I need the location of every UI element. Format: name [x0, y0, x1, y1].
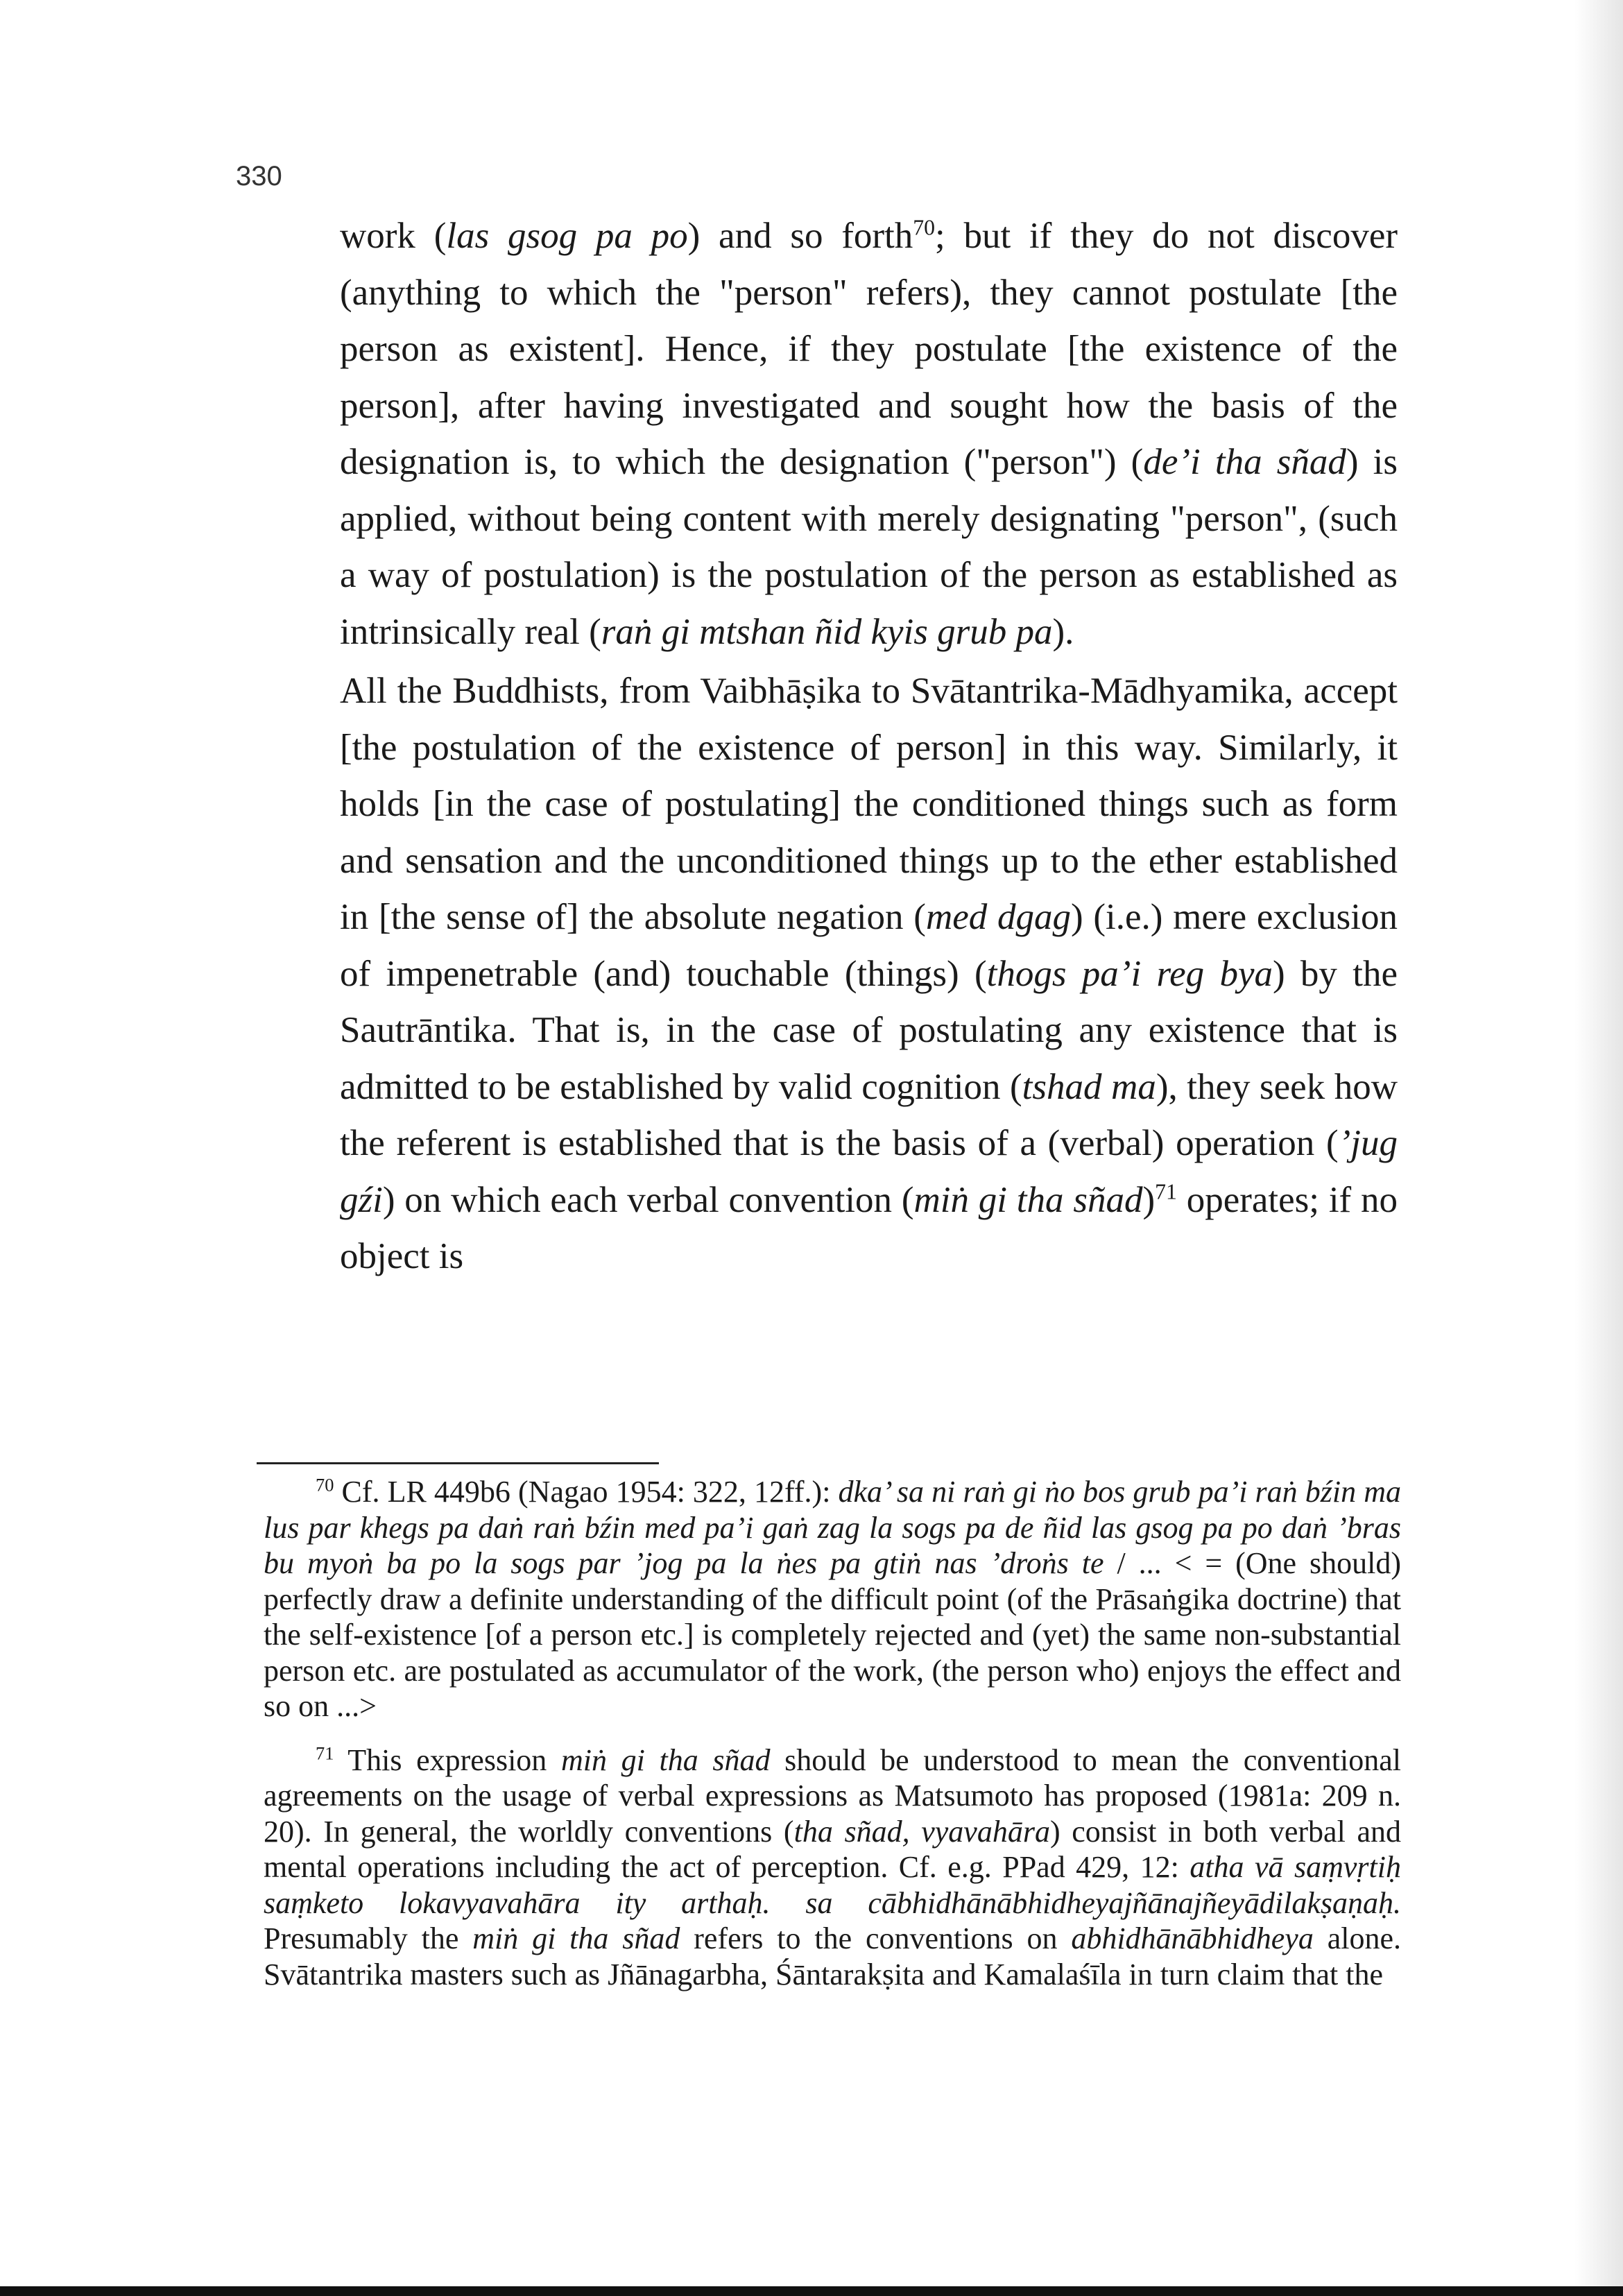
- text-run: This expression: [334, 1742, 561, 1777]
- italic-term: de’i tha sñad: [1143, 442, 1346, 482]
- footnote-71: [264, 1742, 1401, 1993]
- italic-term: ’jug gźi: [340, 1123, 1398, 1220]
- italic-term: miṅ gi tha sñad: [913, 1179, 1143, 1220]
- text-run: ) on which each verbal convention (: [382, 1179, 914, 1220]
- footnotes: [264, 1474, 1401, 1992]
- text-run: alone. Svātantrika masters such as Jñānagarbha, Śāntarakṣita and Kamalaśīla in turn claim that the: [264, 1921, 1401, 1991]
- text-run: operates; if no object is: [340, 1179, 1398, 1276]
- italic-term: med dgag: [925, 897, 1071, 937]
- text-run: ).: [1052, 611, 1074, 652]
- italic-term: atha vā saṃvṛtiḥ saṃketo lokavyavahāra ity arthaḥ. sa cābhidhānābhidheyajñānajñeyādilakṣaṇaḥ.: [264, 1850, 1401, 1920]
- italic-term: tha sñad, vyavahāra: [793, 1814, 1050, 1849]
- text-run: ; but if they do not discover (anything to which the "person" refers), they cannot postulate [the person as existent]. Hence, if they postulate [the existence of the person], after having investigated and sought how the basis of the designation is, to which the designation ("person") (: [340, 216, 1398, 482]
- text-run: refers to the conventions on: [680, 1921, 1072, 1955]
- footnote-marker: 71: [1155, 1179, 1177, 1203]
- text-run: ), they seek how the referent is established that is the basis of a (verbal) operation (: [340, 1066, 1398, 1163]
- text-run: / ... < = (One should) perfectly draw a definite understanding of the difficult point (of the Prāsaṅgika doctrine) that the self-existence [of a person etc.] is completely rejected and (yet) the same non-substantial person etc. are postulated as accumulator of the work, (the person who) enjoys the effect and so on ...>: [264, 1546, 1402, 1723]
- body-paragraph-2: [340, 663, 1398, 1285]
- scan-bottom-border: [0, 2286, 1623, 2296]
- italic-term: tshad ma: [1022, 1066, 1156, 1107]
- page-number: 330: [236, 161, 282, 191]
- text-run: ) (i.e.) mere exclusion of impenetrable (and) touchable (things) (: [340, 897, 1398, 994]
- text-run: Cf. LR 449b6 (Nagao 1954: 322, 12ff.):: [334, 1475, 839, 1509]
- text-run: ) is applied, without being content with merely designating "person", (such a way of postulation) is the postulation of the person as established as intrinsically real (: [340, 442, 1398, 652]
- text-run: All the Buddhists, from Vaibhāṣika to Svātantrika-Mādhyamika, accept [the postulation of the existence of person] in this way. Similarly, it holds [in the case of postulating] the conditioned things such as form and sensation and the unconditioned things up to the ether established in [the sense of] the absolute negation (: [340, 671, 1398, 937]
- text-run: Presumably the: [264, 1921, 473, 1955]
- footnote-marker: 70: [913, 215, 936, 240]
- text-run: ) by the Sautrāntika. That is, in the case of postulating any existence that is admitted to be established by valid cognition (: [340, 953, 1398, 1107]
- scan-edge-shadow: [1574, 0, 1623, 2296]
- footnote-marker: 70: [316, 1474, 334, 1496]
- italic-term: dka’ sa ni raṅ gi ṅo bos grub pa’i raṅ bźin ma lus par khegs pa daṅ raṅ bźin med pa’i gaṅ zag la sogs pa de ñid las gsog pa po daṅ ’bras bu myoṅ ba po la sogs par ’jog pa la ṅes pa gtiṅ nas ’droṅs te: [264, 1475, 1401, 1580]
- footnote-separator: [257, 1462, 659, 1464]
- footnote-70: [264, 1474, 1401, 1724]
- italic-term: abhidhānābhidheya: [1071, 1921, 1314, 1955]
- text-run: ) and so forth: [687, 216, 913, 256]
- italic-term: las gsog pa po: [446, 216, 688, 256]
- text-run: ) consist in both verbal and mental operations including the act of perception. Cf. e.g. PPad 429, 12:: [264, 1814, 1401, 1884]
- footnote-marker: 71: [316, 1742, 334, 1763]
- italic-term: raṅ gi mtshan ñid kyis grub pa: [601, 611, 1053, 652]
- body-paragraph-1: [340, 208, 1398, 660]
- main-text: [340, 208, 1398, 1285]
- italic-term: miṅ gi tha sñad: [560, 1742, 771, 1777]
- italic-term: miṅ gi tha sñad: [472, 1921, 680, 1955]
- text-run: ): [1142, 1179, 1156, 1220]
- italic-term: thogs pa’i reg bya: [986, 953, 1273, 994]
- text-run: work (: [340, 216, 447, 256]
- text-run: should be understood to mean the conventional agreements on the usage of verbal expressions as Matsumoto has proposed (1981a: 209 n. 20). In general, the worldly conventions (: [264, 1742, 1401, 1849]
